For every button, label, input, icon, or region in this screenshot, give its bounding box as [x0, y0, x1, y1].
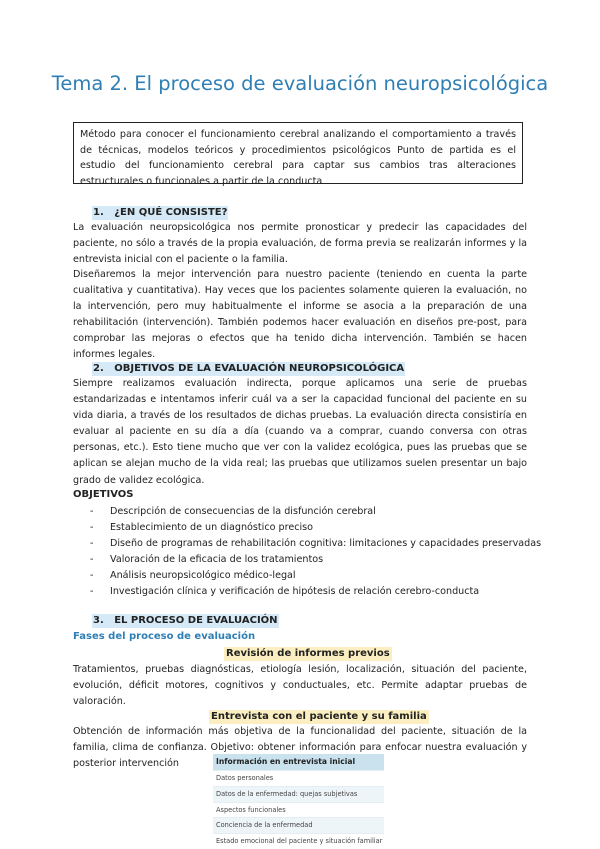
table-row: Datos de la enfermedad: quejas subjetivas [213, 786, 384, 802]
section-number: 3. [93, 615, 104, 626]
list-item: - Investigación clínica y verificación de hipótesis de relación cerebro-conducta [90, 586, 480, 598]
section-heading-1 [92, 206, 228, 220]
fase2-heading: Entrevista con el paciente y su familia [211, 711, 427, 722]
list-item: - Diseño de programas de rehabilitación cognitiva: limitaciones y capacidades preservadas [90, 538, 542, 550]
section-heading-2 [92, 362, 405, 376]
table-row: Aspectos funcionales [213, 802, 384, 818]
fases-label: Fases del proceso de evaluación [73, 631, 256, 642]
section-title: OBJETIVOS DE LA EVALUACIÓN NEUROPSICOLÓGICA [114, 363, 405, 374]
table-header: Información en entrevista inicial [213, 754, 384, 771]
list-item: - Establecimiento de un diagnóstico preciso [90, 522, 314, 534]
table-row: Conciencia de la enfermedad [213, 818, 384, 834]
section1-paragraph-1: La evaluación neuropsicológica nos permite pronosticar y predecir las capacidades del paciente, no sólo a través de la propia evaluación, de forma previa se realizarán informes y la entrevista inicial con el paciente o la familia. [73, 222, 527, 266]
fase1-heading: Revisión de informes previos [226, 648, 390, 659]
page-title: Tema 2. El proceso de evaluación neuropsicológica [51, 72, 549, 95]
table-row: Datos personales [213, 771, 384, 787]
entrevista-table [213, 754, 384, 849]
section-title: ¿EN QUÉ CONSISTE? [114, 207, 228, 218]
table-row: Estado emocional del paciente y situación familiar [213, 834, 384, 849]
section-number: 1. [93, 207, 104, 218]
list-item: - Descripción de consecuencias de la disfunción cerebral [90, 506, 376, 517]
section-heading-3 [92, 614, 279, 628]
section-number: 2. [93, 363, 104, 374]
fase1-text: Tratamientos, pruebas diagnósticas, etiología lesión, localización, situación del paciente, evolución, déficit motores, cognitivos y conductuales, etc. Permite adaptar pruebas de valoración. [73, 664, 527, 708]
fase2-text: Obtención de información más objetiva de la funcionalidad del paciente, situación de la familia, clima de confianza. Objetivo: obtener información para enfocar nuestra evaluación y posterior intervención [73, 726, 527, 770]
section1-paragraph-2: Diseñaremos la mejor intervención para nuestro paciente (teniendo en cuenta la parte cualitativa y cuantitativa). Hay veces que los pacientes solamente quieren la evaluación, no la intervención, pero muy habitualmente el informe se asocia a la preparación de una rehabilitación (intervención). También podemos hacer evaluación en diseños pre-post, para comprobar las mejoras o efectos que ha tenido dicha intervención. También se hacen informes legales. [73, 269, 527, 361]
section-title: EL PROCESO DE EVALUACIÓN [114, 615, 278, 626]
list-item: - Análisis neuropsicológico médico-legal [90, 570, 296, 582]
objetivos-heading: OBJETIVOS [73, 489, 134, 500]
objetivos-list [90, 504, 541, 601]
section2-paragraph: Siempre realizamos evaluación indirecta, porque aplicamos una serie de pruebas estandarizadas e intentamos inferir cuál va a ser la capacidad funcional del paciente en su vida diaria, a través de los resultados de dichas pruebas. La evaluación directa consistiría en evaluar al paciente en su día a día (cuando va a comprar, cuando conversa con otras personas, etc.). Esto tiene mucho que ver con la validez ecológica, pues las pruebas que se aplican se alejan mucho de la vida real; las pruebas que utilizamos suelen presentar un bajo grado de validez ecológica. [73, 378, 527, 486]
list-item: - Valoración de la eficacia de los tratamientos [90, 554, 324, 566]
intro-box: Método para conocer el funcionamiento cerebral analizando el comportamiento a través de técnicas, modelos teóricos y procedimientos psicológicos Punto de partida es el estudio del funcionamiento cerebral para captar sus cambios tras alteraciones estructurales o funcionales a partir de la conducta [73, 122, 523, 184]
